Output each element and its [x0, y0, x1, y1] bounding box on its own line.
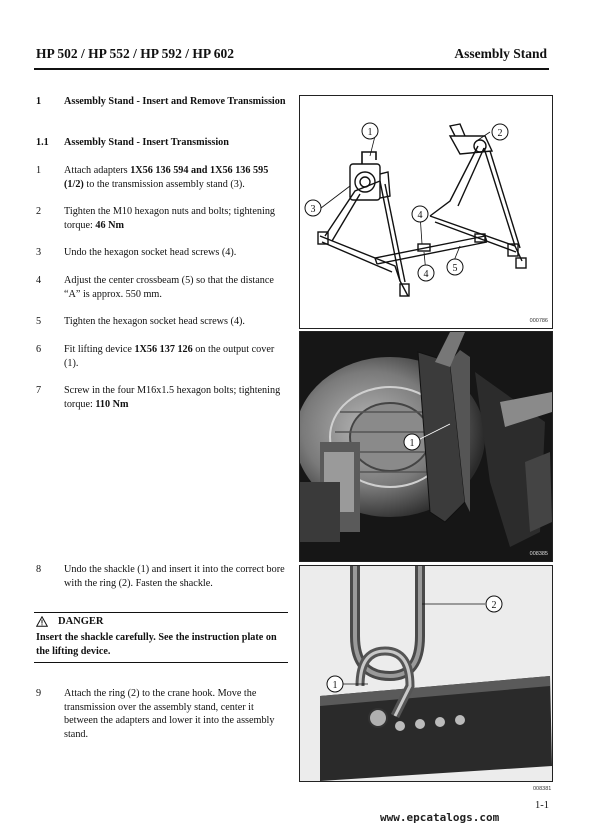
text-part: Attach adapters [64, 165, 131, 176]
assembly-stand-drawing [300, 96, 552, 328]
step-text: Undo the shackle (1) and insert it into the correct bore with the ring (2). Fasten the shackle. [64, 564, 285, 589]
part-number: 1X56 136 594 and 1X56 136 595 (1/2) [64, 165, 269, 190]
shackle-photo [300, 566, 552, 781]
step-number: 8 [36, 564, 42, 575]
text-part: Fit lifting device [64, 344, 135, 355]
text-part: to the transmission assembly stand (3). [83, 178, 245, 190]
callout-5: 5 [452, 263, 458, 274]
figure-code: 008381 [533, 786, 552, 792]
torque-value: 110 Nm [95, 398, 129, 410]
step-number: 3 [36, 247, 42, 258]
step-text: Adjust the center crossbeam (5) so that the distance “A” is approx. 550 mm. [64, 275, 274, 300]
step-number: 5 [36, 316, 42, 327]
page-number: 1-1 [535, 800, 549, 811]
section-title: Assembly Stand [454, 46, 547, 61]
figure-code: 000786 [529, 318, 548, 324]
part-number: 1X56 137 126 [134, 344, 193, 355]
text-part: Screw in the four M16x1.5 hexagon bolts; tightening torque: [64, 385, 281, 410]
step-text: Assembly Stand - Insert and Remove Transmission [64, 96, 286, 107]
step-text [64, 343, 290, 370]
step-number: 7 [36, 385, 42, 396]
step-text [64, 164, 290, 191]
callout-1: 1 [332, 680, 338, 691]
step-text: Undo the hexagon socket head screws (4). [64, 247, 237, 258]
step-text [64, 205, 290, 232]
step-number: 2 [36, 206, 42, 217]
figure-code: 008385 [529, 551, 548, 557]
step-text: Tighten the hexagon socket head screws (4). [64, 316, 245, 327]
danger-bottom-rule [34, 662, 288, 663]
callout-3: 3 [310, 204, 316, 215]
step-number: 6 [36, 344, 42, 355]
callout-2: 2 [491, 600, 497, 611]
step-text [64, 384, 290, 411]
callout-2: 2 [497, 128, 503, 139]
lifting-device-photo [300, 332, 552, 561]
callout-1: 1 [367, 127, 373, 138]
step-number: 9 [36, 688, 42, 699]
figure-assembly-stand [299, 95, 553, 329]
danger-text: Insert the shackle carefully. See the instruction plate on the lifting device. [36, 632, 277, 657]
figure-shackle-photo [299, 565, 553, 782]
callout-4: 4 [417, 210, 423, 221]
step-number: 4 [36, 275, 42, 286]
document-models-title: HP 502 / HP 552 / HP 592 / HP 602 [36, 46, 235, 61]
callout-4b: 4 [423, 269, 429, 280]
torque-value: 46 Nm [95, 219, 124, 231]
step-number: 1.1 [36, 137, 49, 148]
figure-lifting-device-photo [299, 331, 553, 562]
step-text: Assembly Stand - Insert Transmission [64, 137, 229, 148]
danger-heading [36, 616, 104, 627]
text-part: Tighten the M10 hexagon nuts and bolts; tightening torque: [64, 206, 276, 231]
callout-1: 1 [409, 438, 415, 449]
text-part: on the output cover (1). [64, 344, 275, 369]
watermark-url: www.epcatalogs.com [380, 811, 500, 824]
step-number: 1 [36, 165, 42, 176]
danger-top-rule [34, 612, 288, 613]
header-rule [34, 68, 549, 70]
step-number: 1 [36, 96, 42, 107]
danger-title: DANGER [58, 616, 104, 627]
warning-triangle-icon [36, 616, 48, 627]
step-text: Attach the ring (2) to the crane hook. Move the transmission over the assembly stand, center it between the adapters and lower it into the assembly stand. [64, 688, 275, 740]
